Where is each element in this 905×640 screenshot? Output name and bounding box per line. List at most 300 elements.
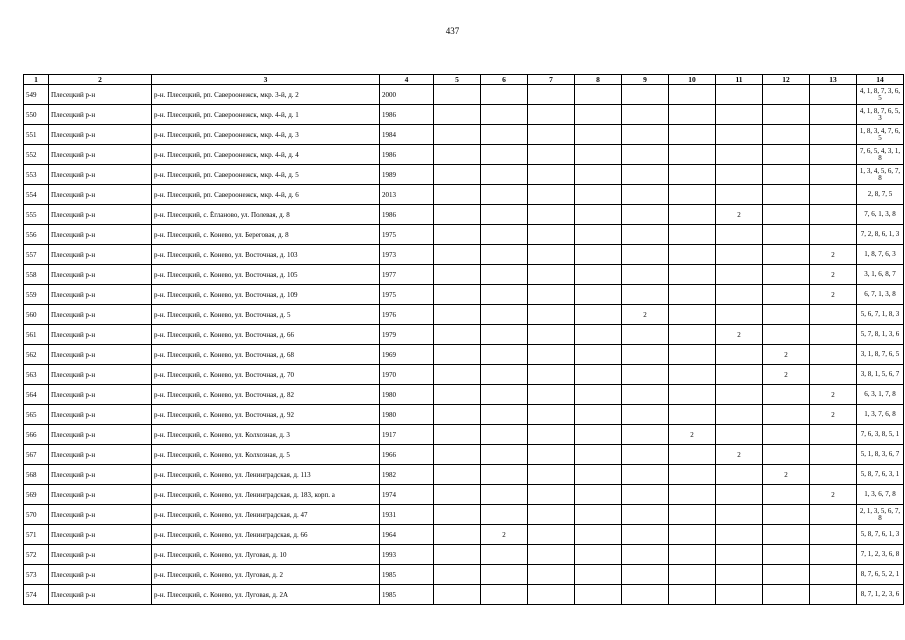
value-cell-col-7	[528, 425, 575, 445]
value-cell-col-13: 2	[810, 285, 857, 305]
value-cell-col-10	[669, 105, 716, 125]
column-header-6: 6	[481, 75, 528, 85]
value-cell-col-9	[622, 265, 669, 285]
table-row	[24, 585, 904, 605]
value-cell-col-6	[481, 445, 528, 465]
value-cell-col-12	[763, 505, 810, 525]
value-cell-col-7	[528, 485, 575, 505]
value-cell-col-9	[622, 385, 669, 405]
sequence-cell: 3, 8, 1, 5, 6, 7	[857, 365, 904, 385]
value-cell-col-9	[622, 465, 669, 485]
value-cell-col-7	[528, 245, 575, 265]
value-cell-col-10	[669, 565, 716, 585]
value-cell-col-10	[669, 145, 716, 165]
year-cell: 2013	[380, 185, 434, 205]
table-row	[24, 265, 904, 285]
value-cell-col-12	[763, 325, 810, 345]
value-cell-col-9	[622, 85, 669, 105]
value-cell-col-13	[810, 365, 857, 385]
column-header-7: 7	[528, 75, 575, 85]
value-cell-col-7	[528, 445, 575, 465]
table-row	[24, 485, 904, 505]
sequence-cell: 7, 6, 5, 4, 3, 1, 8	[857, 145, 904, 165]
value-cell-col-6	[481, 385, 528, 405]
value-cell-col-12	[763, 445, 810, 465]
value-cell-col-8	[575, 385, 622, 405]
value-cell-col-10	[669, 485, 716, 505]
value-cell-col-6	[481, 565, 528, 585]
value-cell-col-13	[810, 125, 857, 145]
value-cell-col-6	[481, 325, 528, 345]
value-cell-col-7	[528, 285, 575, 305]
address-cell: р-н. Плесецкий, с. Конево, ул. Ленинградская, д. 47	[152, 505, 380, 525]
value-cell-col-12	[763, 205, 810, 225]
value-cell-col-6	[481, 185, 528, 205]
row-number-cell: 566	[24, 425, 49, 445]
district-cell: Плесецкий р-н	[49, 385, 152, 405]
district-cell: Плесецкий р-н	[49, 265, 152, 285]
row-number-cell: 574	[24, 585, 49, 605]
value-cell-col-7	[528, 185, 575, 205]
value-cell-col-9	[622, 125, 669, 145]
value-cell-col-11	[716, 305, 763, 325]
value-cell-col-12	[763, 305, 810, 325]
value-cell-col-6	[481, 345, 528, 365]
value-cell-col-7	[528, 265, 575, 285]
value-cell-col-11	[716, 365, 763, 385]
district-cell: Плесецкий р-н	[49, 425, 152, 445]
year-cell: 1973	[380, 245, 434, 265]
value-cell-col-8	[575, 345, 622, 365]
address-cell: р-н. Плесецкий, с. Конево, ул. Ленинградская, д. 183, корп. а	[152, 485, 380, 505]
address-cell: р-н. Плесецкий, рп. Савероонежск, мкр. 4-й, д. 4	[152, 145, 380, 165]
district-cell: Плесецкий р-н	[49, 445, 152, 465]
address-cell: р-н. Плесецкий, с. Конево, ул. Ленинградская, д. 113	[152, 465, 380, 485]
value-cell-col-8	[575, 465, 622, 485]
value-cell-col-8	[575, 245, 622, 265]
value-cell-col-12	[763, 105, 810, 125]
value-cell-col-12	[763, 285, 810, 305]
year-cell: 1980	[380, 405, 434, 425]
address-cell: р-н. Плесецкий, с. Конево, ул. Колхозная, д. 5	[152, 445, 380, 465]
value-cell-col-7	[528, 525, 575, 545]
value-cell-col-9	[622, 445, 669, 465]
value-cell-col-8	[575, 545, 622, 565]
value-cell-col-5	[434, 205, 481, 225]
value-cell-col-9	[622, 345, 669, 365]
value-cell-col-13: 2	[810, 265, 857, 285]
row-number-cell: 555	[24, 205, 49, 225]
district-cell: Плесецкий р-н	[49, 105, 152, 125]
page-number: 437	[445, 26, 460, 36]
address-cell: р-н. Плесецкий, рп. Савероонежск, мкр. 4-й, д. 6	[152, 185, 380, 205]
address-cell: р-н. Плесецкий, с. Конево, ул. Восточная, д. 109	[152, 285, 380, 305]
value-cell-col-7	[528, 505, 575, 525]
value-cell-col-5	[434, 445, 481, 465]
column-header-8: 8	[575, 75, 622, 85]
sequence-cell: 3, 1, 6, 8, 7	[857, 265, 904, 285]
district-cell: Плесецкий р-н	[49, 325, 152, 345]
column-header-13: 13	[810, 75, 857, 85]
value-cell-col-5	[434, 165, 481, 185]
value-cell-col-8	[575, 145, 622, 165]
row-number-cell: 552	[24, 145, 49, 165]
value-cell-col-8	[575, 445, 622, 465]
value-cell-col-10	[669, 365, 716, 385]
value-cell-col-6	[481, 505, 528, 525]
year-cell: 1979	[380, 325, 434, 345]
value-cell-col-5	[434, 145, 481, 165]
district-cell: Плесецкий р-н	[49, 565, 152, 585]
column-header-10: 10	[669, 75, 716, 85]
value-cell-col-9	[622, 565, 669, 585]
value-cell-col-13	[810, 525, 857, 545]
value-cell-col-11	[716, 565, 763, 585]
table-row	[24, 105, 904, 125]
column-header-2: 2	[49, 75, 152, 85]
district-cell: Плесецкий р-н	[49, 85, 152, 105]
value-cell-col-12	[763, 265, 810, 285]
value-cell-col-13	[810, 205, 857, 225]
value-cell-col-10	[669, 525, 716, 545]
table-row	[24, 425, 904, 445]
table-row	[24, 125, 904, 145]
value-cell-col-12	[763, 185, 810, 205]
value-cell-col-11	[716, 465, 763, 485]
address-cell: р-н. Плесецкий, с. Конево, ул. Восточная, д. 68	[152, 345, 380, 365]
value-cell-col-7	[528, 465, 575, 485]
value-cell-col-5	[434, 525, 481, 545]
value-cell-col-7	[528, 165, 575, 185]
value-cell-col-6	[481, 305, 528, 325]
value-cell-col-10	[669, 165, 716, 185]
value-cell-col-9: 2	[622, 305, 669, 325]
address-cell: р-н. Плесецкий, с. Конево, ул. Восточная, д. 66	[152, 325, 380, 345]
value-cell-col-11	[716, 245, 763, 265]
value-cell-col-9	[622, 485, 669, 505]
value-cell-col-5	[434, 505, 481, 525]
row-number-cell: 571	[24, 525, 49, 545]
value-cell-col-5	[434, 265, 481, 285]
table-row	[24, 225, 904, 245]
value-cell-col-10	[669, 325, 716, 345]
table-row	[24, 185, 904, 205]
value-cell-col-12	[763, 545, 810, 565]
value-cell-col-9	[622, 365, 669, 385]
value-cell-col-7	[528, 365, 575, 385]
district-cell: Плесецкий р-н	[49, 285, 152, 305]
row-number-cell: 561	[24, 325, 49, 345]
value-cell-col-8	[575, 165, 622, 185]
year-cell: 1985	[380, 585, 434, 605]
value-cell-col-5	[434, 485, 481, 505]
table-row	[24, 465, 904, 485]
value-cell-col-6	[481, 205, 528, 225]
value-cell-col-6	[481, 245, 528, 265]
value-cell-col-12	[763, 405, 810, 425]
value-cell-col-9	[622, 405, 669, 425]
sequence-cell: 8, 7, 1, 2, 3, 6	[857, 585, 904, 605]
value-cell-col-12	[763, 85, 810, 105]
year-cell: 1966	[380, 445, 434, 465]
address-cell: р-н. Плесецкий, с. Конево, ул. Восточная, д. 70	[152, 365, 380, 385]
value-cell-col-8	[575, 325, 622, 345]
table-row	[24, 325, 904, 345]
value-cell-col-6	[481, 365, 528, 385]
sequence-cell: 1, 3, 4, 5, 6, 7, 8	[857, 165, 904, 185]
table-row	[24, 305, 904, 325]
value-cell-col-9	[622, 545, 669, 565]
value-cell-col-10	[669, 245, 716, 265]
sequence-cell: 7, 6, 1, 3, 8	[857, 205, 904, 225]
value-cell-col-13: 2	[810, 485, 857, 505]
value-cell-col-6	[481, 425, 528, 445]
address-cell: р-н. Плесецкий, с. Конево, ул. Луговая, д. 10	[152, 545, 380, 565]
address-cell: р-н. Плесецкий, с. Конево, ул. Колхозная, д. 3	[152, 425, 380, 445]
district-cell: Плесецкий р-н	[49, 225, 152, 245]
value-cell-col-13	[810, 165, 857, 185]
value-cell-col-7	[528, 325, 575, 345]
value-cell-col-9	[622, 425, 669, 445]
column-header-3: 3	[152, 75, 380, 85]
table-row	[24, 145, 904, 165]
value-cell-col-12	[763, 245, 810, 265]
sequence-cell: 7, 6, 3, 8, 5, 1	[857, 425, 904, 445]
row-number-cell: 560	[24, 305, 49, 325]
sequence-cell: 8, 7, 6, 5, 2, 1	[857, 565, 904, 585]
sequence-cell: 2, 8, 7, 5	[857, 185, 904, 205]
value-cell-col-6	[481, 85, 528, 105]
value-cell-col-7	[528, 565, 575, 585]
value-cell-col-6	[481, 265, 528, 285]
value-cell-col-11	[716, 165, 763, 185]
year-cell: 1980	[380, 385, 434, 405]
sequence-cell: 5, 8, 7, 6, 1, 3	[857, 525, 904, 545]
column-header-14: 14	[857, 75, 904, 85]
district-cell: Плесецкий р-н	[49, 145, 152, 165]
value-cell-col-5	[434, 185, 481, 205]
year-cell: 1984	[380, 125, 434, 145]
table-row	[24, 245, 904, 265]
value-cell-col-11	[716, 545, 763, 565]
value-cell-col-6	[481, 545, 528, 565]
value-cell-col-8	[575, 125, 622, 145]
value-cell-col-6	[481, 405, 528, 425]
district-cell: Плесецкий р-н	[49, 505, 152, 525]
year-cell: 1986	[380, 205, 434, 225]
value-cell-col-6	[481, 105, 528, 125]
value-cell-col-13	[810, 585, 857, 605]
value-cell-col-12: 2	[763, 365, 810, 385]
district-cell: Плесецкий р-н	[49, 465, 152, 485]
value-cell-col-5	[434, 105, 481, 125]
value-cell-col-9	[622, 525, 669, 545]
value-cell-col-10	[669, 405, 716, 425]
value-cell-col-12	[763, 485, 810, 505]
row-number-cell: 549	[24, 85, 49, 105]
table-row	[24, 445, 904, 465]
row-number-cell: 572	[24, 545, 49, 565]
row-number-cell: 554	[24, 185, 49, 205]
value-cell-col-13	[810, 85, 857, 105]
row-number-cell: 562	[24, 345, 49, 365]
table-row	[24, 205, 904, 225]
value-cell-col-10	[669, 585, 716, 605]
column-header-5: 5	[434, 75, 481, 85]
value-cell-col-9	[622, 245, 669, 265]
value-cell-col-6	[481, 465, 528, 485]
district-cell: Плесецкий р-н	[49, 125, 152, 145]
value-cell-col-7	[528, 305, 575, 325]
value-cell-col-5	[434, 325, 481, 345]
row-number-cell: 557	[24, 245, 49, 265]
year-cell: 1993	[380, 545, 434, 565]
table-body	[24, 85, 904, 605]
value-cell-col-12	[763, 525, 810, 545]
value-cell-col-8	[575, 285, 622, 305]
value-cell-col-12	[763, 165, 810, 185]
value-cell-col-8	[575, 205, 622, 225]
value-cell-col-9	[622, 325, 669, 345]
value-cell-col-6	[481, 485, 528, 505]
value-cell-col-13	[810, 145, 857, 165]
value-cell-col-13	[810, 225, 857, 245]
address-cell: р-н. Плесецкий, с. Конево, ул. Восточная, д. 82	[152, 385, 380, 405]
year-cell: 1986	[380, 145, 434, 165]
value-cell-col-11	[716, 145, 763, 165]
value-cell-col-13	[810, 325, 857, 345]
value-cell-col-5	[434, 125, 481, 145]
sequence-cell: 2, 1, 3, 5, 6, 7, 8	[857, 505, 904, 525]
value-cell-col-11	[716, 225, 763, 245]
value-cell-col-7	[528, 345, 575, 365]
row-number-cell: 570	[24, 505, 49, 525]
value-cell-col-11	[716, 125, 763, 145]
value-cell-col-11	[716, 425, 763, 445]
value-cell-col-12	[763, 585, 810, 605]
value-cell-col-6	[481, 125, 528, 145]
value-cell-col-5	[434, 585, 481, 605]
value-cell-col-10	[669, 265, 716, 285]
value-cell-col-7	[528, 585, 575, 605]
year-cell: 2000	[380, 85, 434, 105]
value-cell-col-11: 2	[716, 205, 763, 225]
value-cell-col-10	[669, 445, 716, 465]
address-cell: р-н. Плесецкий, рп. Савероонежск, мкр. 4-й, д. 3	[152, 125, 380, 145]
value-cell-col-12	[763, 145, 810, 165]
value-cell-col-6	[481, 225, 528, 245]
address-cell: р-н. Плесецкий, с. Конево, ул. Восточная, д. 5	[152, 305, 380, 325]
value-cell-col-8	[575, 105, 622, 125]
table-row	[24, 365, 904, 385]
district-cell: Плесецкий р-н	[49, 525, 152, 545]
value-cell-col-5	[434, 565, 481, 585]
table-row	[24, 565, 904, 585]
value-cell-col-10	[669, 465, 716, 485]
table-row	[24, 545, 904, 565]
value-cell-col-7	[528, 225, 575, 245]
value-cell-col-6	[481, 145, 528, 165]
sequence-cell: 1, 3, 6, 7, 8	[857, 485, 904, 505]
district-cell: Плесецкий р-н	[49, 545, 152, 565]
value-cell-col-13: 2	[810, 245, 857, 265]
value-cell-col-9	[622, 585, 669, 605]
value-cell-col-7	[528, 85, 575, 105]
value-cell-col-5	[434, 465, 481, 485]
column-header-11: 11	[716, 75, 763, 85]
value-cell-col-13	[810, 345, 857, 365]
address-cell: р-н. Плесецкий, рп. Савероонежск, мкр. 4-й, д. 5	[152, 165, 380, 185]
row-number-cell: 573	[24, 565, 49, 585]
sequence-cell: 6, 3, 1, 7, 8	[857, 385, 904, 405]
value-cell-col-13	[810, 425, 857, 445]
value-cell-col-6	[481, 585, 528, 605]
value-cell-col-7	[528, 205, 575, 225]
district-cell: Плесецкий р-н	[49, 485, 152, 505]
row-number-cell: 551	[24, 125, 49, 145]
value-cell-col-11	[716, 585, 763, 605]
value-cell-col-13: 2	[810, 385, 857, 405]
column-header-9: 9	[622, 75, 669, 85]
value-cell-col-8	[575, 485, 622, 505]
address-cell: р-н. Плесецкий, с. Конево, ул. Восточная, д. 92	[152, 405, 380, 425]
row-number-cell: 563	[24, 365, 49, 385]
value-cell-col-8	[575, 85, 622, 105]
value-cell-col-13	[810, 185, 857, 205]
value-cell-col-10	[669, 345, 716, 365]
value-cell-col-12: 2	[763, 345, 810, 365]
year-cell: 1977	[380, 265, 434, 285]
value-cell-col-10	[669, 185, 716, 205]
value-cell-col-8	[575, 525, 622, 545]
value-cell-col-5	[434, 85, 481, 105]
value-cell-col-11: 2	[716, 445, 763, 465]
district-cell: Плесецкий р-н	[49, 585, 152, 605]
sequence-cell: 5, 6, 7, 1, 8, 3	[857, 305, 904, 325]
table-row	[24, 85, 904, 105]
value-cell-col-9	[622, 285, 669, 305]
row-number-cell: 556	[24, 225, 49, 245]
year-cell: 1964	[380, 525, 434, 545]
value-cell-col-7	[528, 125, 575, 145]
value-cell-col-5	[434, 425, 481, 445]
year-cell: 1969	[380, 345, 434, 365]
value-cell-col-13	[810, 105, 857, 125]
sequence-cell: 7, 1, 2, 3, 6, 8	[857, 545, 904, 565]
row-number-cell: 558	[24, 265, 49, 285]
sequence-cell: 3, 1, 8, 7, 6, 5	[857, 345, 904, 365]
value-cell-col-5	[434, 245, 481, 265]
table-row	[24, 285, 904, 305]
value-cell-col-5	[434, 365, 481, 385]
value-cell-col-10	[669, 85, 716, 105]
year-cell: 1985	[380, 565, 434, 585]
value-cell-col-12	[763, 225, 810, 245]
address-cell: р-н. Плесецкий, с. Конево, ул. Восточная, д. 103	[152, 245, 380, 265]
sequence-cell: 5, 8, 7, 6, 3, 1	[857, 465, 904, 485]
sequence-cell: 1, 3, 7, 6, 8	[857, 405, 904, 425]
year-cell: 1989	[380, 165, 434, 185]
value-cell-col-10	[669, 305, 716, 325]
value-cell-col-7	[528, 405, 575, 425]
value-cell-col-9	[622, 225, 669, 245]
value-cell-col-7	[528, 105, 575, 125]
value-cell-col-8	[575, 305, 622, 325]
value-cell-col-5	[434, 305, 481, 325]
value-cell-col-13	[810, 565, 857, 585]
value-cell-col-13	[810, 505, 857, 525]
row-number-cell: 569	[24, 485, 49, 505]
